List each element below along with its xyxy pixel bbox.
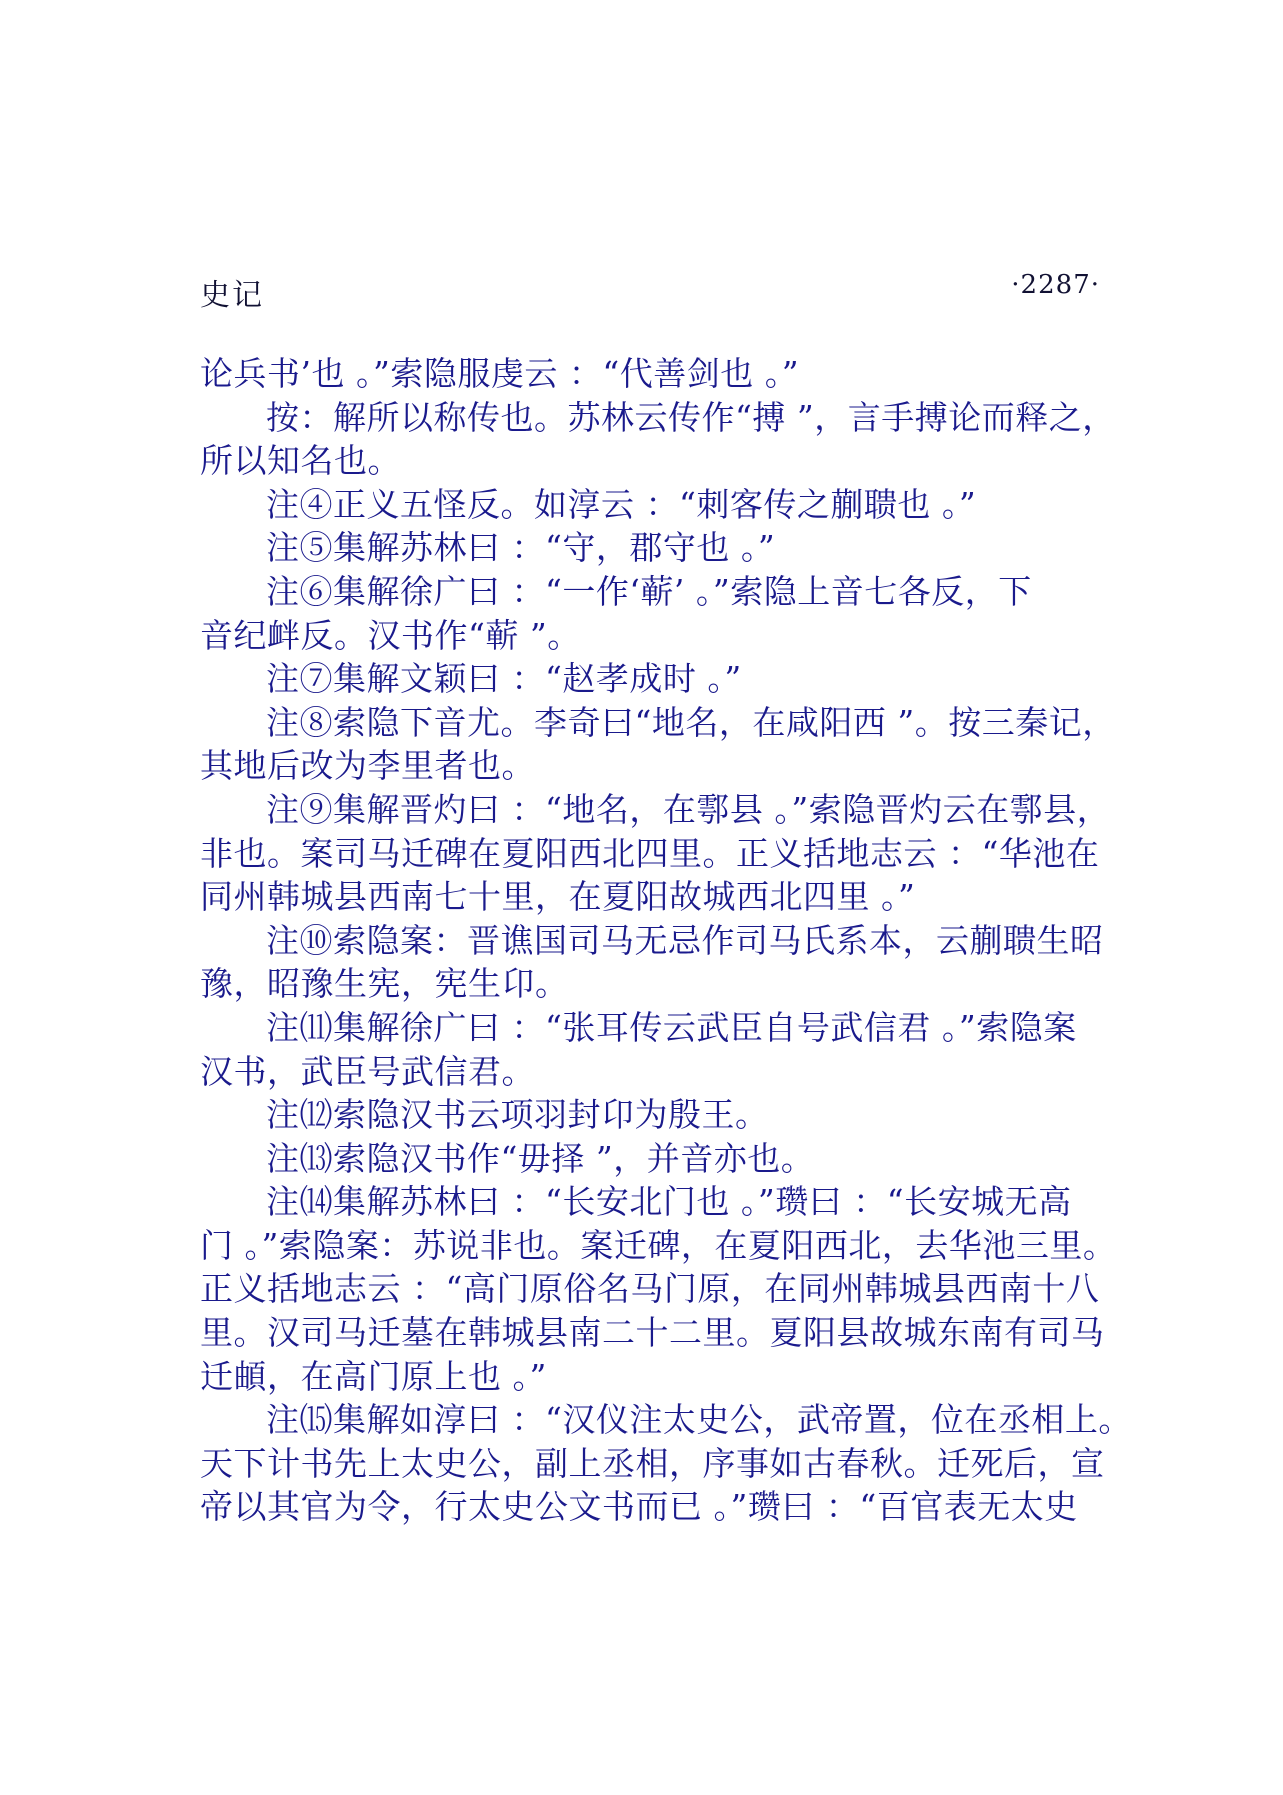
page-header — [200, 270, 1100, 313]
text-line: 注⒁集解苏林曰 ：“长安北门也 。”瓒曰 ：“长安城无高 — [266, 1182, 1072, 1222]
text-line: 汉书，武臣号武信君。 — [200, 1051, 535, 1091]
text-line: 按：解所以称传也。苏林云传作“搏 ”，言手搏论而释之， — [266, 397, 1116, 437]
text-line: 天下计书先上太史公，副上丞相，序事如古春秋。迁死后，宣 — [200, 1443, 1105, 1483]
text-line: 门 。”索隐案：苏说非也。案迁碑，在夏阳西北，去华池三里。 — [200, 1225, 1117, 1265]
text-line: 注⑧索隐下音尤。李奇曰“地名，在咸阳西 ”。按三秦记， — [266, 702, 1116, 742]
text-line: 论兵书’也 。”索隐服虔云 ：“代善剑也 。” — [200, 354, 800, 393]
text-line: 注④正义五怪反。如淳云 ：“刺客传之蒯聩也 。” — [266, 484, 977, 524]
text-line: 正义括地志云 ：“高门原俗名马门原，在同州韩城县西南十八 — [200, 1269, 1100, 1309]
text-line: 注⑦集解文颖曰 ：“赵孝成时 。” — [266, 659, 742, 699]
text-line: 注⑾集解徐广曰 ：“张耳传云武臣自号武信君 。”索隐案 — [266, 1007, 1077, 1047]
text-line: 注⒂集解如淳曰 ：“汉仪注太史公，武帝置，位在丞相上。 — [266, 1400, 1132, 1440]
page-number: ·2287· — [1011, 270, 1100, 300]
text-line: 同州韩城县西南七十里，在夏阳故城西北四里 。” — [200, 877, 916, 917]
text-line: 注⒀索隐汉书作“毋择 ”，并音亦也。 — [266, 1138, 815, 1178]
text-line: 所以知名也。 — [200, 441, 401, 481]
text-line: 帝以其官为令，行太史公文书而已 。”瓒曰 ：“百官表无太史 — [200, 1487, 1078, 1527]
text-line: 其地后改为李里者也。 — [200, 746, 535, 786]
text-line: 里。汉司马迁墓在韩城县南二十二里。夏阳县故城东南有司马 — [200, 1313, 1105, 1353]
body-text — [200, 352, 1132, 1529]
text-line: 注⑨集解晋灼曰 ：“地名，在鄠县 。”索隐晋灼云在鄠县， — [266, 789, 1111, 829]
text-line: 音纪衅反。汉书作“蕲 ”。 — [200, 615, 581, 655]
text-line: 注⑥集解徐广曰 ：“一作‘蕲’ 。”索隐上音七各反，下 — [266, 571, 1032, 611]
text-line: 注⑤集解苏林曰 ：“守，郡守也 。” — [266, 528, 776, 568]
running-title: 史记 — [200, 278, 264, 313]
text-line: 注⑿索隐汉书云项羽封卬为殷王。 — [266, 1095, 769, 1135]
text-line: 豫，昭豫生宪，宪生卬。 — [200, 964, 569, 1004]
text-line: 注⑩索隐案：晋谯国司马无忌作司马氏系本，云蒯聩生昭 — [266, 920, 1104, 960]
text-line: 非也。案司马迁碑在夏阳西北四里。正义括地志云 ：“华池在 — [200, 833, 1100, 873]
text-line: 迁頔，在高门原上也 。” — [200, 1356, 547, 1396]
